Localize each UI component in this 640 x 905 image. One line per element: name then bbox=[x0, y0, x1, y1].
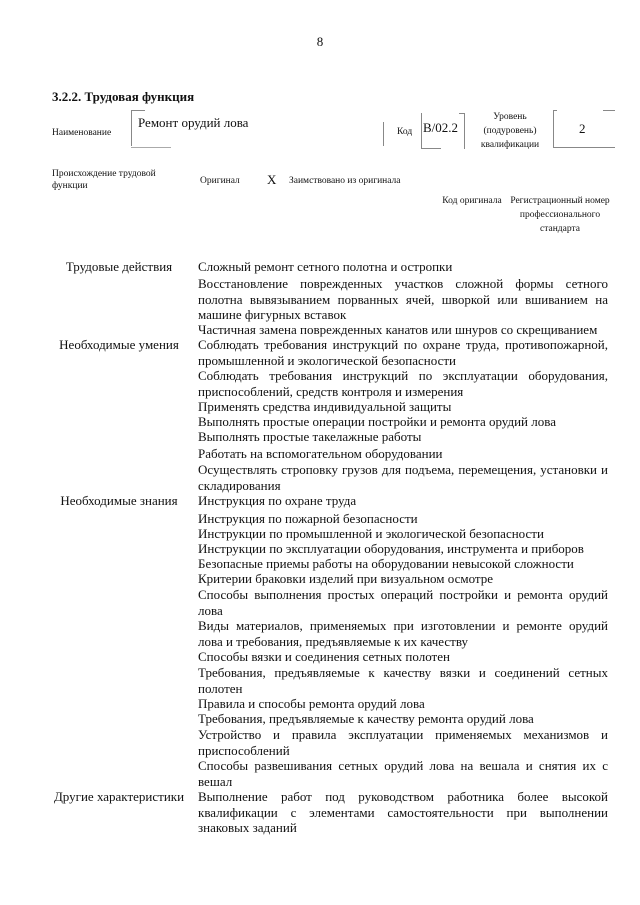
other-characteristics-label: Другие характеристики bbox=[53, 789, 185, 804]
labor-actions-label: Трудовые действия bbox=[65, 259, 173, 274]
knowledge-item: Требования, предъявляемые к качеству вязки и соединений сетных полотен bbox=[198, 665, 608, 696]
skill-item: Выполнять простые операции постройки и ремонта орудий лова bbox=[198, 414, 556, 429]
code-original-label: Код оригинала bbox=[442, 196, 502, 206]
knowledge-item: Критерии браковки изделий при визуальном осмотре bbox=[198, 571, 494, 586]
knowledge-item: Устройство и правила эксплуатации применяемых механизмов и приспособлений bbox=[198, 727, 608, 758]
labor-action-item: Сложный ремонт сетного полотна и остропки bbox=[198, 259, 453, 274]
level-value: 2 bbox=[579, 121, 586, 136]
skill-item: Осуществлять строповку грузов для подъема, перемещения, установки и складирования bbox=[198, 462, 608, 493]
knowledge-item: Виды материалов, применяемых при изготовлении и ремонте орудий лова и требования, предъявляемые к их качеству bbox=[198, 618, 608, 649]
page-number: 8 bbox=[316, 34, 324, 49]
skill-item: Выполнять простые такелажные работы bbox=[198, 429, 422, 444]
knowledge-item: Способы развешивания сетных орудий лова на вешала и снятия их с вешал bbox=[198, 758, 608, 789]
knowledge-item: Способы выполнения простых операций постройки и ремонта орудий лова bbox=[198, 587, 608, 618]
name-label: Наименование bbox=[52, 128, 112, 138]
knowledge-item: Инструкции по эксплуатации оборудования, инструмента и приборов bbox=[198, 541, 584, 556]
reg-number-label: Регистрационный номер профессионального стандарта bbox=[510, 196, 610, 234]
code-value: В/02.2 bbox=[423, 120, 459, 135]
required-skills-label: Необходимые умения bbox=[59, 337, 179, 352]
knowledge-item: Инструкции по промышленной и экологической безопасности bbox=[198, 526, 544, 541]
skill-item: Применять средства индивидуальной защиты bbox=[198, 399, 452, 414]
knowledge-item: Способы вязки и соединения сетных полотен bbox=[198, 649, 450, 664]
function-name-value: Ремонт орудий лова bbox=[138, 115, 249, 130]
labor-action-item: Частичная замена поврежденных канатов или шнуров со скрещиванием bbox=[198, 322, 598, 337]
knowledge-item: Правила и способы ремонта орудий лова bbox=[198, 696, 425, 711]
required-knowledge-label: Необходимые знания bbox=[60, 493, 178, 508]
borrowed-label: Заимствовано из оригинала bbox=[289, 176, 401, 186]
original-label: Оригинал bbox=[200, 176, 240, 186]
knowledge-item: Безопасные приемы работы на оборудовании невысокой сложности bbox=[198, 556, 574, 571]
origin-label: Происхождение трудовой функции bbox=[52, 169, 156, 191]
labor-action-item: Восстановление поврежденных участков сложной формы сетного полотна вывязыванием порванных ячей, шворкой или вшиванием на машине фигурных вставок bbox=[198, 276, 608, 322]
knowledge-item: Инструкция по охране труда bbox=[198, 493, 357, 508]
characteristic-item: Выполнение работ под руководством работника более высокой квалификации с элементами самостоятельности при выполнении знаковых заданий bbox=[198, 789, 608, 835]
skill-item: Соблюдать требования инструкций по эксплуатации оборудования, приспособлений, средств контроля и измерения bbox=[198, 368, 608, 399]
knowledge-item: Требования, предъявляемые к качеству ремонта орудий лова bbox=[198, 711, 534, 726]
code-label: Код bbox=[397, 127, 413, 137]
level-label: Уровень (подуровень) квалификации bbox=[480, 112, 540, 150]
skill-item: Соблюдать требования инструкций по охране труда, противопожарной, промышленной и экологической безопасности bbox=[198, 337, 608, 368]
section-title: 3.2.2. Трудовая функция bbox=[52, 89, 195, 104]
skill-item: Работать на вспомогательном оборудовании bbox=[198, 446, 443, 461]
original-x-mark: Х bbox=[267, 172, 277, 187]
knowledge-item: Инструкция по пожарной безопасности bbox=[198, 511, 418, 526]
